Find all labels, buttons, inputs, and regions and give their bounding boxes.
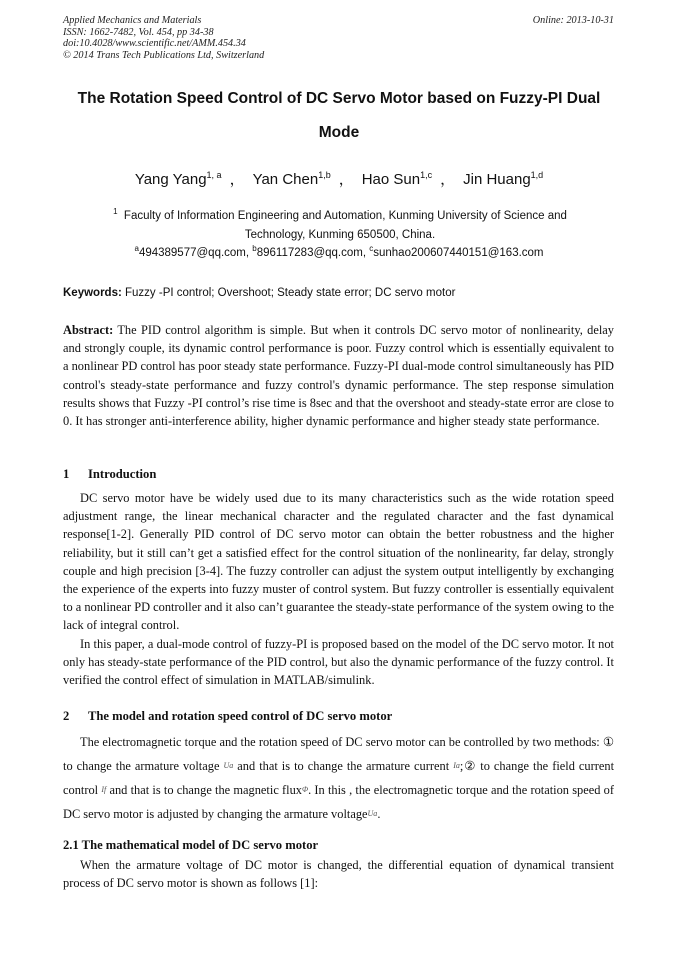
email-list <box>40 244 638 259</box>
email-link[interactable]: 896117283@qq.com, <box>256 246 367 259</box>
text-run: and that is to change the armature current <box>237 759 450 773</box>
keywords-label: Keywords: <box>63 287 122 299</box>
author-affil-sup: 1,b <box>318 170 331 180</box>
symbol-ua: Ua <box>223 761 234 770</box>
text-run: The electromagnetic torque and the rotation speed of DC servo motor can be controlled by two methods: ① to change the armature voltage <box>63 735 614 773</box>
section-number: 1 <box>63 467 70 481</box>
abstract-label: Abstract: <box>63 323 114 337</box>
paper-title-line1: The Rotation Speed Control of DC Servo Motor based on Fuzzy-PI Dual <box>77 90 601 107</box>
paragraph <box>63 730 614 826</box>
email-link[interactable]: 494389577@qq.com, <box>138 246 250 259</box>
symbol-phi: Φ <box>302 785 309 794</box>
symbol-if: If <box>101 785 107 794</box>
author-list: Yang Yang$^{1, a}$ ， Yan Chen$^{1,b}$ ， Hao Sun$^{1,c}$ ， Jin Huang$^{1,d}$ <box>134 170 544 188</box>
email-link[interactable]: sunhao200607440151@163.com <box>373 246 544 259</box>
paragraph: DC servo motor have be widely used due to its many characteristics such as the wide rotation speed adjustment range, the linear mechanical character and the regulated character and the fast dynamical response[1-2]. Generally PID control of DC servo motor can obtain the better robustness and the higher reliability, but it still can’t get a satisfied effect for the control situation of the nonlinearity, far delay, strongly couple and high precision [3-4]. The fuzzy controller can adjust the system output intelligently by exchanging the experience of the experts into fuzzy muster of control system. But fuzzy controller is essentially equivalent to a nonlinear PD controller and it also can’t guarantee the steady-state performance of the system owing to the lack of integral control. <box>63 491 614 633</box>
paragraph: When the armature voltage of DC motor is changed, the differential equation of dynamical transient process of DC servo motor is shown as follows [1]: <box>63 858 614 890</box>
author-name: Jin Huang <box>463 171 531 188</box>
email-sup: c <box>369 244 374 253</box>
symbol-ua: Ua <box>367 809 378 818</box>
author-affil-sup: 1, a <box>206 170 222 180</box>
author-name: Yan Chen <box>252 171 319 188</box>
issn: ISSN: 1662-7482, Vol. 454, pp 34-38 <box>63 26 214 38</box>
journal-meta <box>63 15 264 61</box>
section-number: 2 <box>63 709 70 723</box>
abstract-text: The PID control algorithm is simple. But when it controls DC servo motor of nonlinearity, delay and strongly couple, its dynamic control performance is poor. Fuzzy control which is essentially equivalent to a nonlinear PD control has poor steady state performance. Fuzzy-PI dual-mode control simultaneously has PID control's steady-state performance and fuzzy control's dynamic performance. The step response simulation results shows that Fuzzy -PI control’s rise time is 8sec and that the overshoot and steady-state error are close to 0. It has stronger anti-interference ability, higher dynamic performance and higher steady state performance. <box>63 323 614 429</box>
abstract <box>63 321 614 430</box>
section-2-body <box>63 730 614 826</box>
section-title: Introduction <box>88 467 157 481</box>
paper-title-line2: Mode <box>318 124 360 141</box>
affiliation <box>80 202 600 245</box>
text-run: ;② to change the field current control <box>63 759 615 797</box>
author-name: Yang Yang <box>134 171 207 188</box>
author-affil-sup: 1,c <box>420 170 433 180</box>
journal-name: Applied Mechanics and Materials <box>63 15 202 26</box>
text-run: . In this , the electromagnetic torque and the rotation speed of DC servo motor is adjusted by changing the armature voltage <box>63 783 614 821</box>
email-sup: a <box>134 244 139 253</box>
author-name: Hao Sun <box>361 171 421 188</box>
section-2-heading <box>63 709 392 724</box>
doi: doi:10.4028/www.scientific.net/AMM.454.34 <box>63 38 246 49</box>
copyright: © 2014 Trans Tech Publications Ltd, Switzerland <box>63 49 265 61</box>
online-date: Online: 2013-10-31 <box>532 15 614 26</box>
affiliation-line2: Technology, Kunming 650500, China. <box>244 228 436 241</box>
author-affil-sup: 1,d <box>530 170 544 180</box>
symbol-ia: Ia <box>453 761 460 770</box>
affiliation-line1: Faculty of Information Engineering and Automation, Kunming University of Science and <box>123 209 567 222</box>
paragraph: In this paper, a dual-mode control of fuzzy-PI is proposed based on the model of the DC servo motor. It not only has steady-state performance of the PID control, but also the dynamic performance of the fuzzy control. It verified the control effect of simulation in MATLAB/simulink. <box>63 636 614 688</box>
subsection-2-1-heading: 2.1 The mathematical model of DC servo motor <box>63 838 319 852</box>
text-run: and that is to change the magnetic flux <box>109 783 302 797</box>
affiliation-sup: 1 <box>113 207 118 216</box>
subsection-2-1-body <box>63 856 614 892</box>
email-sup: b <box>252 244 257 253</box>
section-1-heading <box>63 467 156 482</box>
keywords-text: Fuzzy -PI control; Overshoot; Steady state error; DC servo motor <box>125 287 456 299</box>
text-run: . <box>377 807 381 821</box>
section-title: The model and rotation speed control of DC servo motor <box>88 709 393 723</box>
introduction-body <box>63 489 614 689</box>
keywords <box>63 287 455 299</box>
